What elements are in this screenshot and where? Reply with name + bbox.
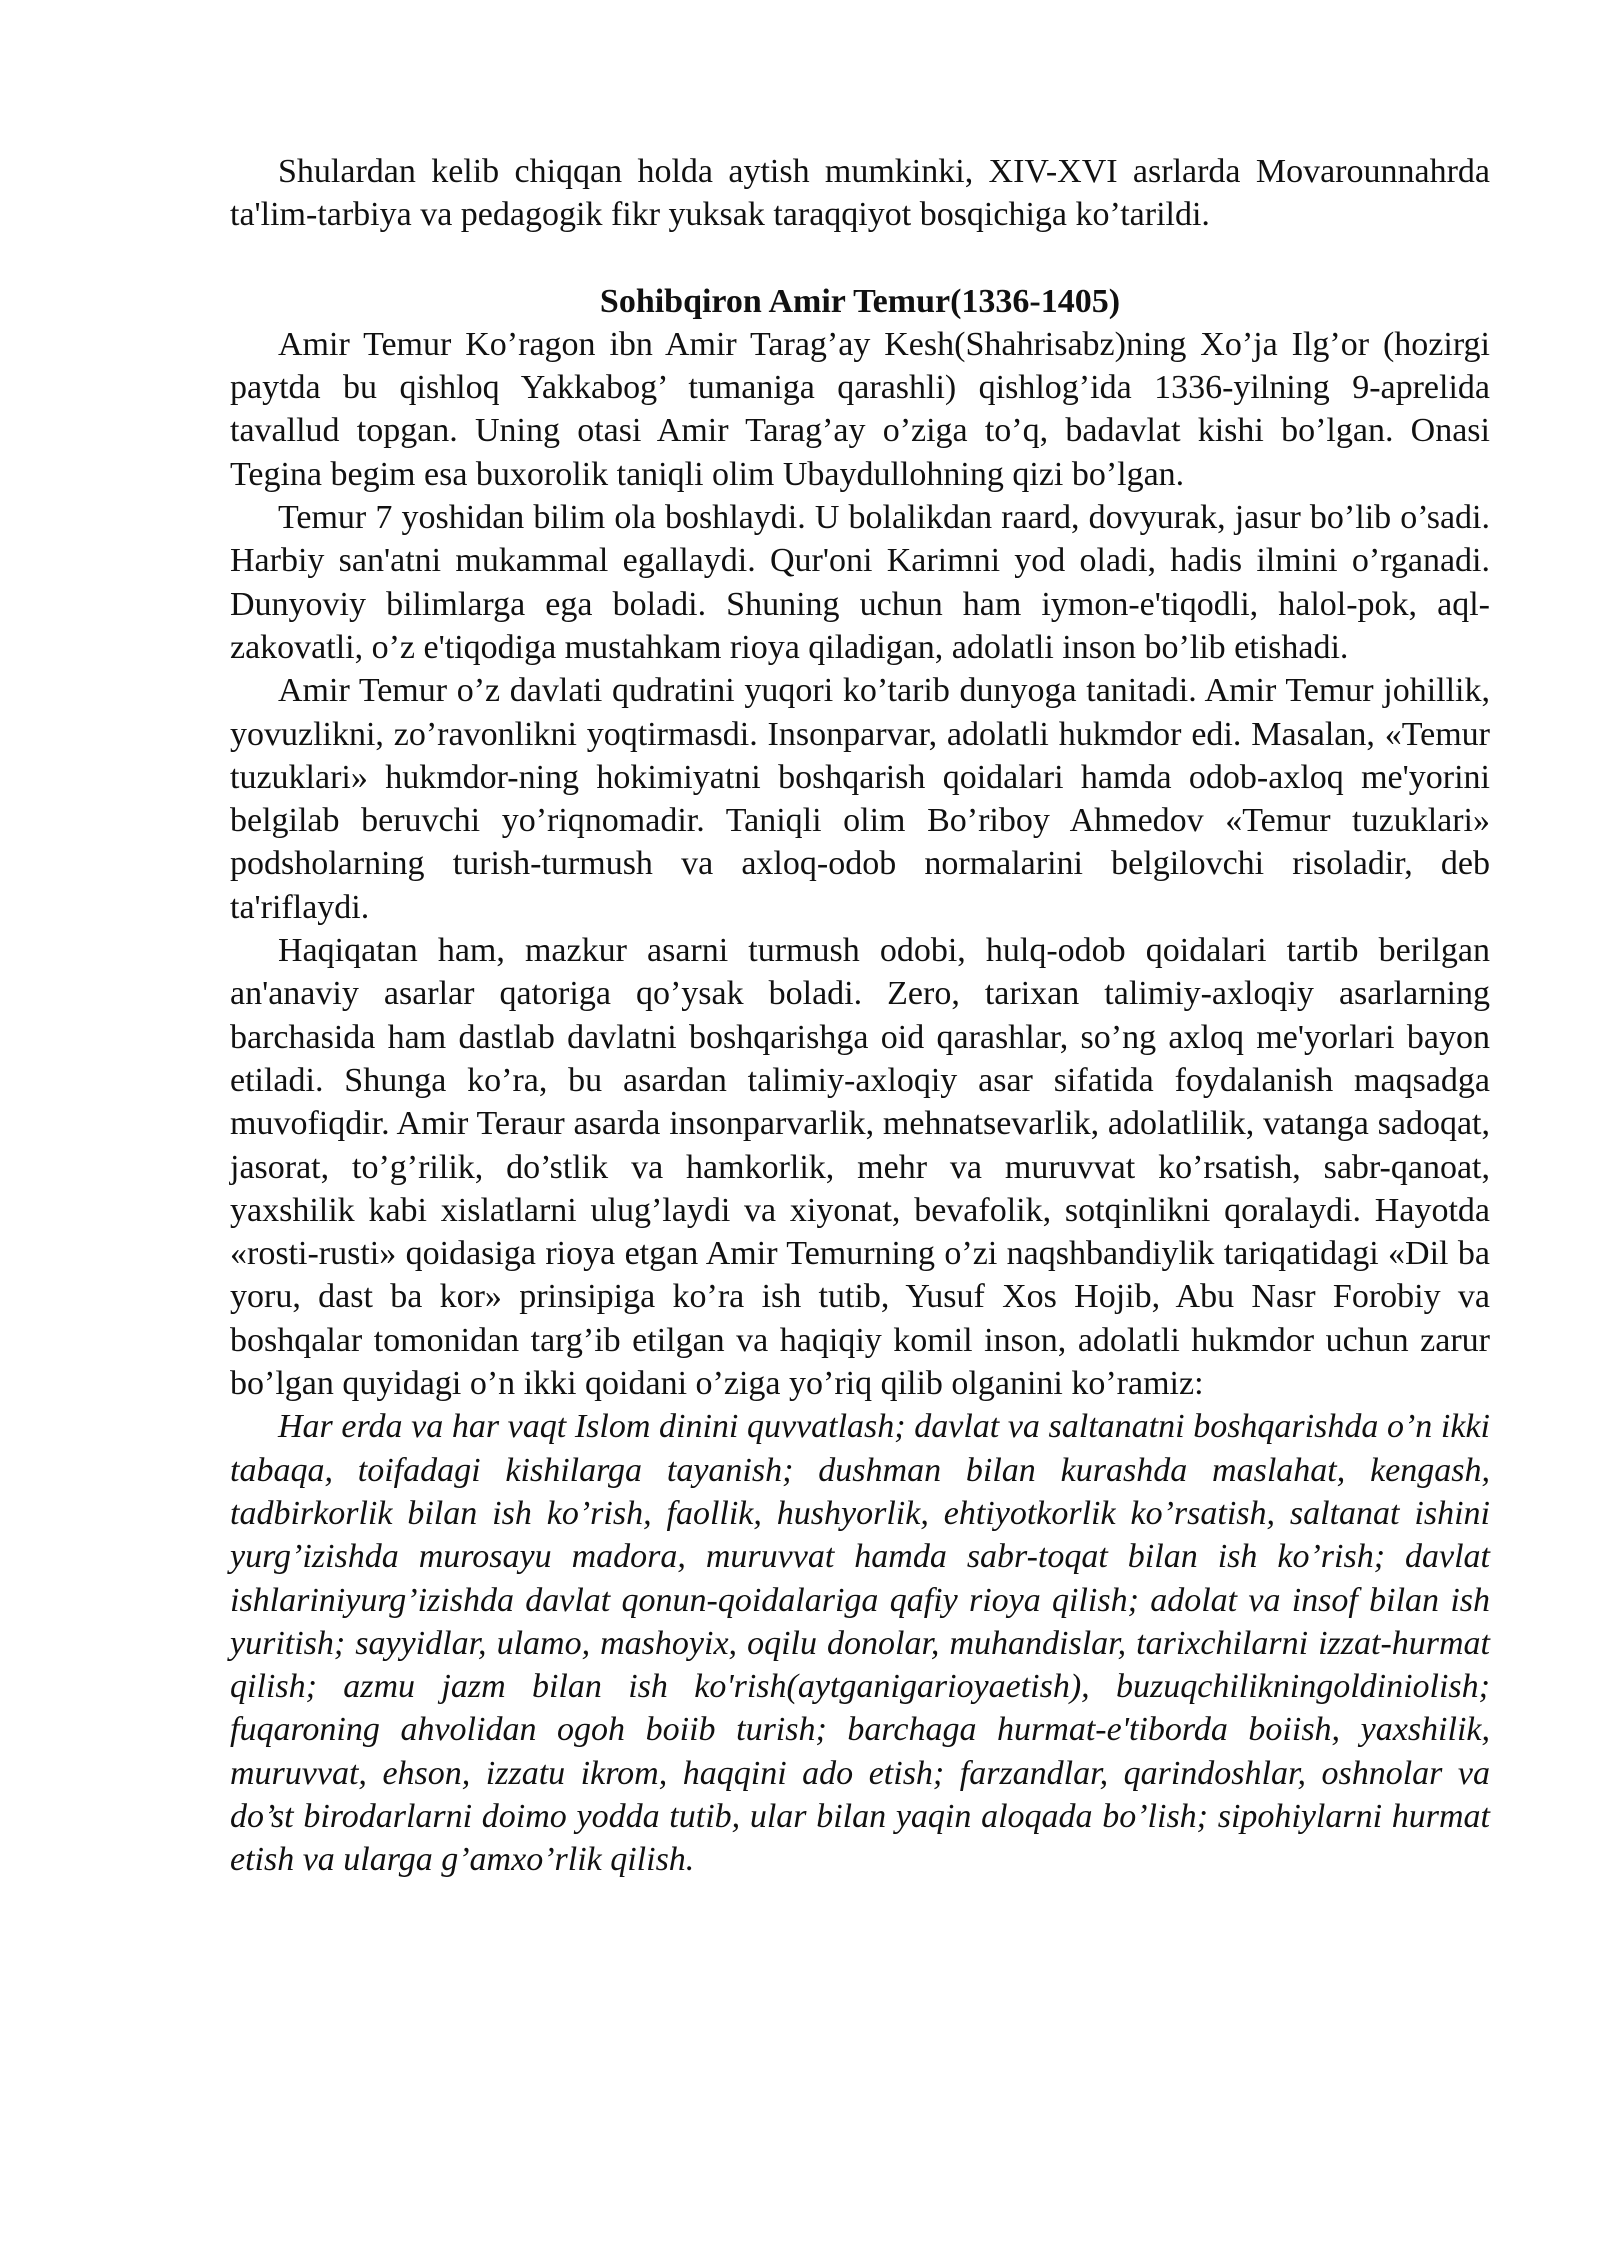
- spacer: [230, 237, 1490, 280]
- section-title: Sohibqiron Amir Temur(1336-1405): [599, 282, 1121, 320]
- intro-paragraph: Shulardan kelib chiqqan holda aytish mumkinki, XIV-XVI asrlarda Movarounnahrda ta'lim-tarbiya va pedagogik fikr yuksak taraqqiyot bosqichiga ko’tarildi.: [230, 153, 1490, 234]
- paragraph-birth: Amir Temur Ko’ragon ibn Amir Tarag’ay Kesh(Shahrisabz)ning Xo’ja Ilg’or (hozirgi paytda bu qishloq Yakkabog’ tumaniga qarashli) qishlog’ida 1336-yilning 9-aprelida tavallud topgan. Uning otasi Amir Tarag’ay o’ziga to’q, badavlat kishi bo’lgan. Onasi Tegina begim esa buxorolik taniqli olim Ubaydullohning qizi bo’lgan.: [230, 325, 1490, 493]
- paragraph-tuzuklar: Haqiqatan ham, mazkur asarni turmush odobi, hulq-odob qoidalari tartib berilgan an'anaviy asarlar qatoriga qo’ysak boladi. Zero, tarixan talimiy-axloqiy asarlarning barchasida ham dastlab davlatni boshqarishga oid qarashlar, so’ng axloq me'yorlari bayon etiladi. Shunga ko’ra, bu asardan talimiy-axloqiy asar sifatida foydalanish maqsadga muvofiqdir. Amir Teraur asarda insonparvarlik, mehnatsevarlik, adolatlilik, vatanga sadoqat, jasorat, to’g’rilik, do’stlik va hamkorlik, mehr va muruvvat ko’rsatish, sabr-qanoat, yaxshilik kabi xislatlarni ulug’laydi va xiyonat, bevafolik, sotqinlikni qoralaydi. Hayotda «rosti-rusti» qoidasiga rioya etgan Amir Temurning o’zi naqshbandiylik tariqatidagi «Dil ba yoru, dast ba kor» prinsipiga ko’ra ish tutib, Yusuf Xos Hojib, Abu Nasr Forobiy va boshqalar tomonidan targ’ib etilgan va haqiqiy komil inson, adolatli hukmdor uchun zarur bo’lgan quyidagi o’n ikki qoidani o’ziga yo’riq qilib olganini ko’ramiz:: [230, 932, 1490, 1403]
- paragraph-twelve-rules: Har erda va har vaqt Islom dinini quvvatlash; davlat va saltanatni boshqarishda o’n ikki tabaqa, toifadagi kishilarga tayanish; dushman bilan kurashda maslahat, kengash, tadbirkorlik bilan ish ko’rish, faollik, hushyorlik, ehtiyotkorlik ko’rsatish, saltanat ishini yurg’izishda murosayu madora, muruvvat hamda sabr-toqat bilan ish ko’rish; davlat ishlariniyurg’izishda davlat qonun-qoidalariga qafiy rioya qilish; adolat va insof bilan ish yuritish; sayyidlar, ulamo, mashoyix, oqilu donolar, muhandislar, tarixchilarni izzat-hurmat qilish; azmu jazm bilan ish ko'rish(aytganigarioyaetish), buzuqchilikningoldiniolish; fuqaroning ahvolidan ogoh boiib turish; barchaga hurmat-e'tiborda boiish, yaxshilik, muruvvat, ehson, izzatu ikrom, haqqini ado etish; farzandlar, qarindoshlar, oshnolar va do’st birodarlarni doimo yodda tutib, ular bilan yaqin aloqada bo’lish; sipohiylarni hurmat etish va ularga g’amxo’rlik qilish.: [230, 1408, 1490, 1879]
- paragraph-state: Amir Temur o’z davlati qudratini yuqori ko’tarib dunyoga tanitadi. Amir Temur johillik, yovuzlikni, zo’ravonlikni yoqtirmasdi. Insonparvar, adolatli hukmdor edi. Masalan, «Temur tuzuklari» hukmdor-ning hokimiyatni boshqarish qoidalari hamda odob-axloq me'yorini belgilab beruvchi yo’riqnomadir. Taniqli olim Bo’riboy Ahmedov «Temur tuzuklari» podsholarning turish-turmush va axloq-odob normalarini belgilovchi risoladir, deb ta'riflaydi.: [230, 672, 1490, 926]
- document-page: [230, 150, 1490, 1882]
- paragraph-education: Temur 7 yoshidan bilim ola boshlaydi. U bolalikdan raard, dovyurak, jasur bo’lib o’sadi. Harbiy san'atni mukammal egallaydi. Qur'oni Karimni yod oladi, hadis ilmini o’rganadi. Dunyoviy bilimlarga ega boladi. Shuning uchun ham iymon-e'tiqodli, halol-pok, aql-zakovatli, o’z e'tiqodiga mustahkam rioya qiladigan, adolatli inson bo’lib etishadi.: [230, 499, 1490, 666]
